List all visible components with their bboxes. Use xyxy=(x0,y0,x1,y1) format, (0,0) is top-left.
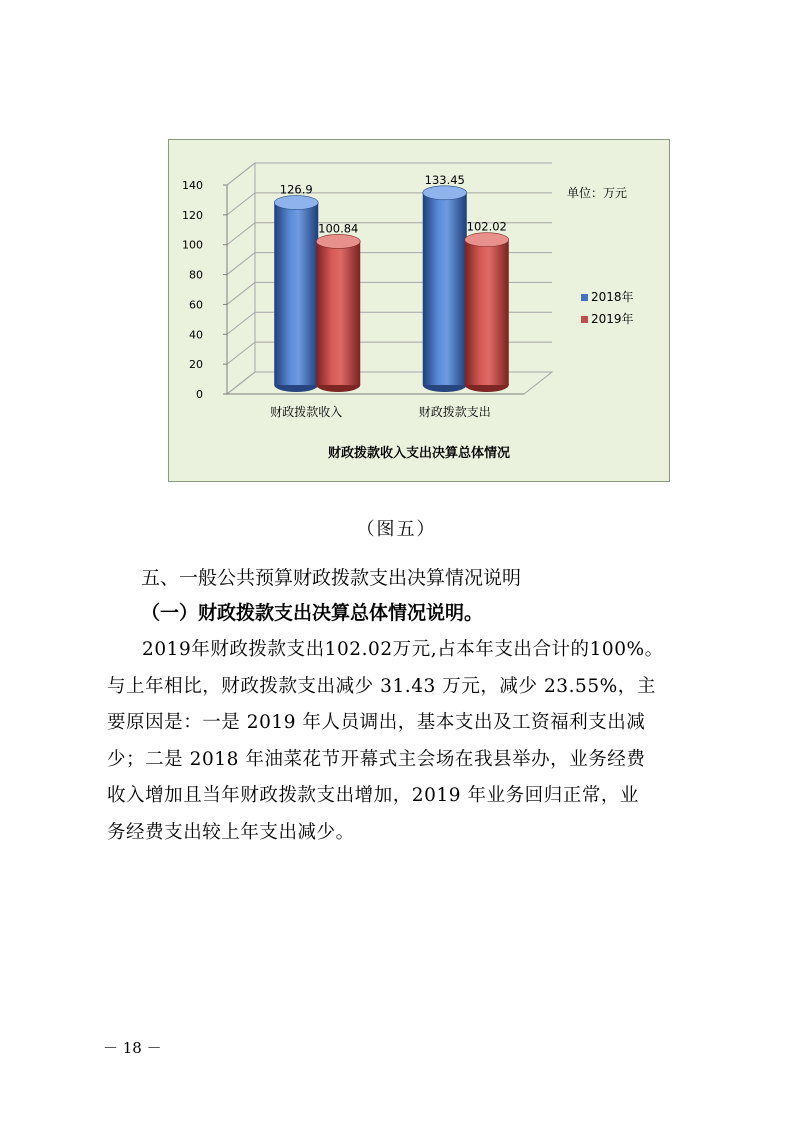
chart-container xyxy=(168,139,670,482)
body-paragraph xyxy=(107,632,697,851)
figure-caption: （图五） xyxy=(356,519,437,540)
x-axis xyxy=(270,404,491,419)
gridline-side xyxy=(227,312,255,334)
bar-series1 xyxy=(423,186,467,392)
chart-title: 财政拨款收入支出决算总体情况 xyxy=(327,446,511,461)
side-wall xyxy=(227,163,255,394)
bar-body xyxy=(316,241,360,385)
paragraph-line: 要原因是：一是 2019 年人员调出，基本支出及工资福利支出减 xyxy=(107,712,646,733)
gridline-side xyxy=(227,193,255,215)
paragraph-line: 收入增加且当年财政拨款支出增加，2019 年业务回归正常，业 xyxy=(107,785,639,806)
paragraph-line: 2019年财政拨款支出102.02万元,占本年支出合计的100%。 xyxy=(142,639,664,660)
paragraph-line: 务经费支出较上年支出减少。 xyxy=(107,821,355,843)
category-label: 财政拨款支出 xyxy=(418,405,491,419)
bar-top xyxy=(465,233,509,247)
data-label: 100.84 xyxy=(318,221,359,236)
bar-body xyxy=(423,193,467,385)
gridline-side xyxy=(227,342,255,364)
bar-body xyxy=(274,203,318,385)
bar-chart xyxy=(169,140,669,481)
bar-series2 xyxy=(316,234,360,392)
bar-top xyxy=(274,196,318,210)
gridline-side xyxy=(227,163,255,185)
legend-label: 2019年 xyxy=(591,312,634,326)
section-heading: 五、一般公共预算财政拨款支出决算情况说明 xyxy=(141,567,522,589)
paragraph-line: 少；二是 2018 年油菜花节开幕式主会场在我县举办，业务经费 xyxy=(107,748,646,770)
y-tick-label: 120 xyxy=(182,208,203,222)
y-tick-label: 20 xyxy=(189,358,203,372)
legend-swatch xyxy=(581,316,588,323)
legend-swatch xyxy=(581,294,588,301)
data-label: 126.9 xyxy=(279,182,313,197)
paragraph-line: 与上年相比，财政拨款支出减少 31.43 万元，减少 23.55%，主 xyxy=(107,675,656,697)
bar-top xyxy=(423,186,467,200)
data-label: 133.45 xyxy=(424,172,465,187)
bar-series1 xyxy=(274,196,318,392)
bar-body xyxy=(465,240,509,385)
gridline-side xyxy=(227,282,255,304)
category-label: 财政拨款收入 xyxy=(270,405,343,419)
y-tick-label: 60 xyxy=(189,298,203,312)
y-tick-label: 100 xyxy=(182,238,203,252)
bar-top xyxy=(316,234,360,248)
gridline-side xyxy=(227,253,255,275)
y-tick-label: 0 xyxy=(196,388,203,401)
legend xyxy=(581,289,634,326)
unit-label: 单位：万元 xyxy=(567,186,628,200)
subsection-heading: （一）财政拨款支出决算总体情况说明。 xyxy=(141,602,484,624)
legend-label: 2018年 xyxy=(591,290,634,304)
gridline-side xyxy=(227,372,255,394)
y-tick-label: 140 xyxy=(182,179,203,192)
bar-series2 xyxy=(465,233,509,392)
y-tick-label: 40 xyxy=(189,328,203,342)
data-label: 102.02 xyxy=(466,219,507,234)
gridline-side xyxy=(227,223,255,245)
y-tick-label: 80 xyxy=(189,268,203,282)
page-number: － 18 － xyxy=(103,1039,162,1057)
